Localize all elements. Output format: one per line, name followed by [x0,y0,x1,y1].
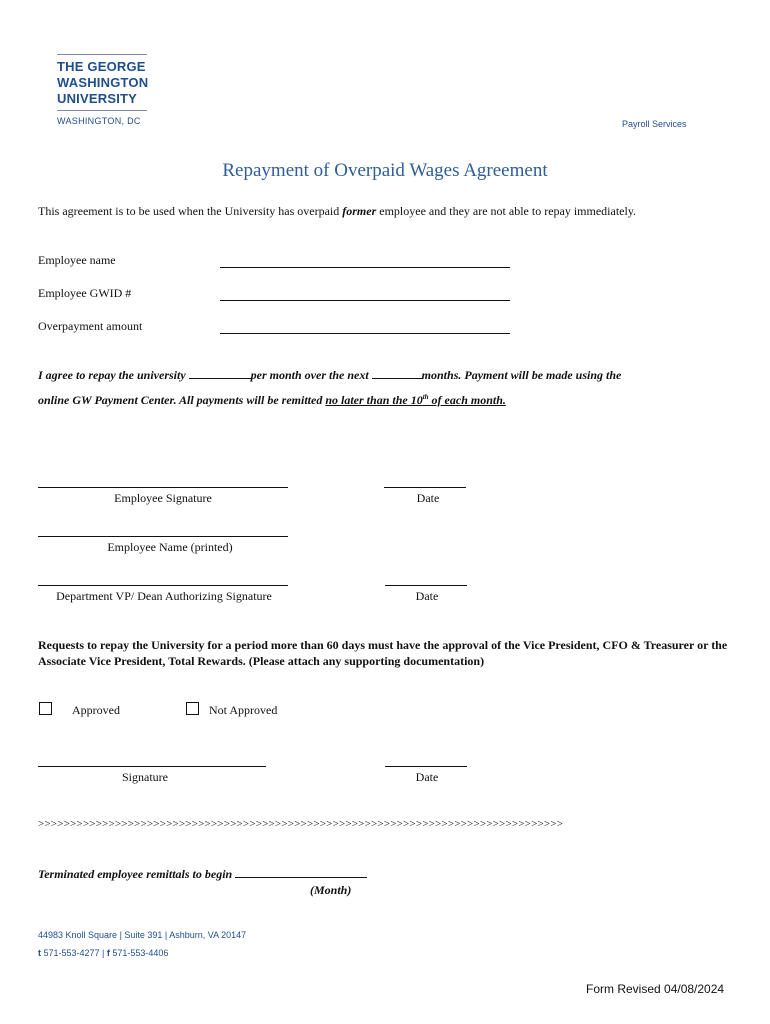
approval-date-label: Date [415,770,439,784]
agreement-part-3: months. Payment will be made using the [421,368,622,382]
authorizing-signature-label: Department VP/ Dean Authorizing Signature [56,589,272,603]
agreement-deadline-end: of each month. [428,393,506,407]
months-count-field[interactable] [372,368,422,379]
date-line-1[interactable] [384,487,466,488]
logo-line-3: UNIVERSITY [57,91,138,106]
employee-name-printed-label: Employee Name (printed) [107,540,233,554]
agreement-superscript: th [422,393,429,401]
logo-rule-top [57,54,147,55]
authorizing-signature-line[interactable] [38,585,288,586]
intro-text [38,204,636,219]
employee-name-field[interactable] [220,267,510,268]
agreement-line-1 [38,368,621,383]
approved-label: Approved [72,703,120,717]
footer-fax: 571-553-4406 [109,948,169,958]
logo-location: WASHINGTON, DC [57,116,141,126]
not-approved-label: Not Approved [209,703,278,717]
remittal-text [38,867,367,882]
phone-prefix: t [38,948,41,958]
footer-contact [38,948,168,958]
page-title: Repayment of Overpaid Wages Agreement [222,160,548,181]
employee-signature-label: Employee Signature [114,491,212,505]
approval-signature-label: Signature [122,770,168,784]
form-revised-date: Form Revised 04/08/2024 [586,982,725,996]
agreement-line2-start: online GW Payment Center. All payments will be remitted [38,393,326,407]
section-divider: >>>>>>>>>>>>>>>>>>>>>>>>>>>>>>>>>>>>>>>>>>>>>>>>>>>>>>>>>>>>>>>>>>>>>>>>>>>>>>>>>> [38,818,564,830]
not-approved-checkbox[interactable] [186,702,199,715]
agreement-part-2: per month over the next [250,368,372,382]
employee-signature-line[interactable] [38,487,288,488]
logo-rule-bottom [57,110,147,111]
employee-name-printed-line[interactable] [38,536,288,537]
intro-before: This agreement is to be used when the University has overpaid [38,204,343,218]
footer-address: 44983 Knoll Square | Suite 391 | Ashburn, VA 20147 [38,930,247,940]
logo-line-1: THE GEORGE [57,59,146,74]
employee-gwid-label: Employee GWID # [38,286,132,300]
remittal-month-field[interactable] [235,867,367,878]
intro-after: employee and they are not able to repay immediately. [376,204,637,218]
fax-prefix: f [106,948,110,958]
approval-signature-line[interactable] [38,766,266,767]
remittal-month-label: (Month) [310,883,352,897]
monthly-amount-field[interactable] [189,368,251,379]
footer-phone: 571-553-4277 | [41,948,107,958]
department-name: Payroll Services [622,119,687,129]
logo-line-2: WASHINGTON [57,75,149,90]
agreement-part-1: I agree to repay the university [38,368,189,382]
overpayment-amount-field[interactable] [220,333,510,334]
approval-notice: Requests to repay the University for a period more than 60 days must have the approval of the Vice President, CFO & Treasurer or the Associate Vice President, Total Rewards. (Please attach any supporting documentation) [38,638,728,668]
employee-name-label: Employee name [38,253,116,267]
remittal-label: Terminated employee remittals to begin [38,867,236,881]
date-line-2[interactable] [385,585,467,586]
agreement-line-2 [38,393,506,408]
intro-emphasis: former [342,204,377,218]
overpayment-amount-label: Overpayment amount [38,319,143,333]
date-label-1: Date [416,491,440,505]
date-label-2: Date [415,589,439,603]
employee-gwid-field[interactable] [220,300,510,301]
agreement-deadline: no later than the 10 [325,393,423,407]
approval-date-line[interactable] [385,766,467,767]
approved-checkbox[interactable] [39,702,52,715]
